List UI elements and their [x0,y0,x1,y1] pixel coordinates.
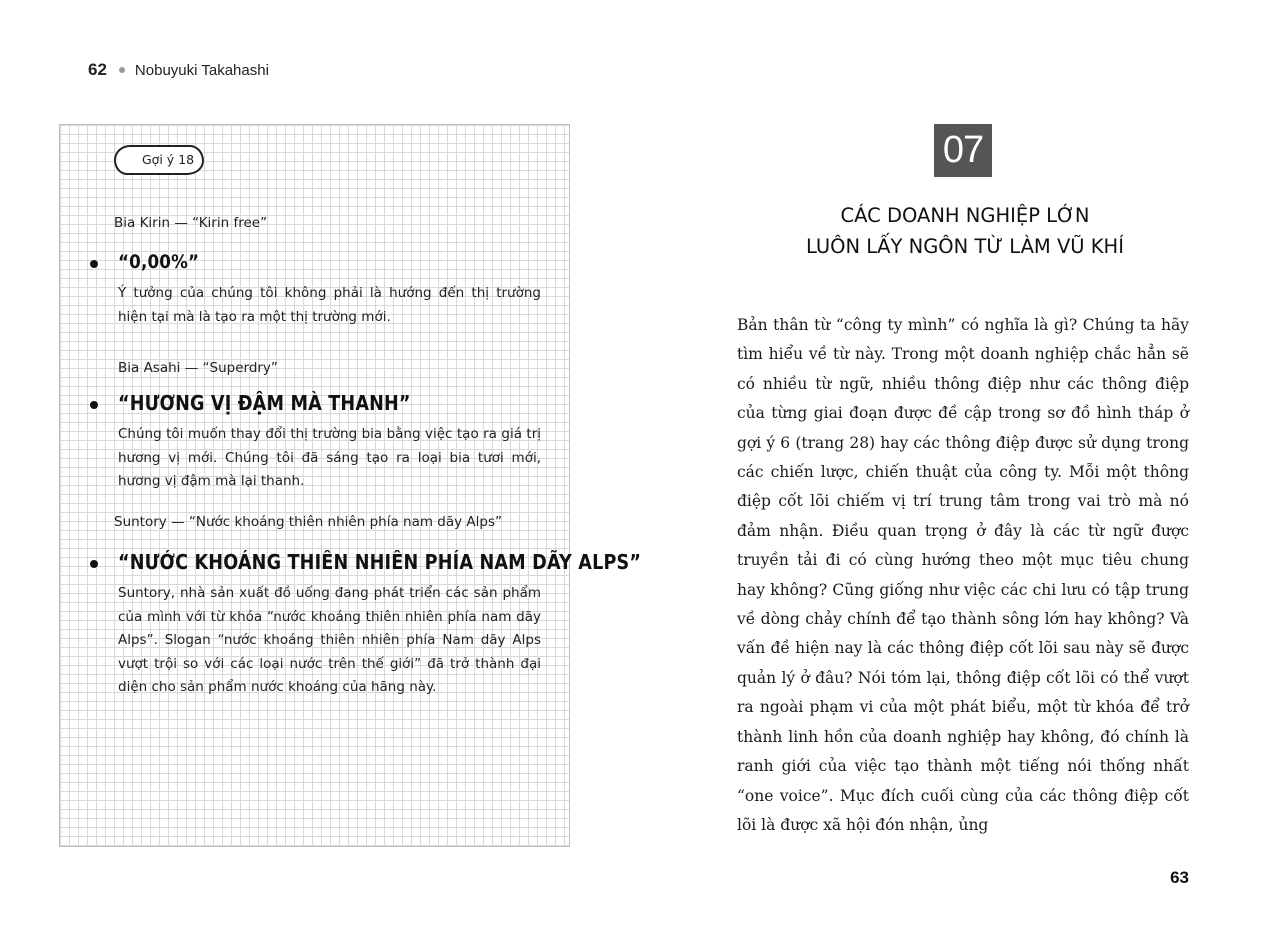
example-source-kirin: Bia Kirin — “Kirin free” [114,215,268,231]
body-paragraph: Bản thân từ “công ty mình” có nghĩa là gì? Chúng ta hãy tìm hiểu về từ này. Trong một doanh nghiệp chắc hẳn sẽ có nhiều từ ngữ, nhiều thông điệp như các thông điệp của từng giai đoạn được đề cập trong sơ đồ hình tháp ở gợi ý 6 (trang 28) hay các thông điệp được sử dụng trong các chiến lược, chiến thuật của công ty. Mỗi một thông điệp cốt lõi chiếm vị trí trung tâm trong vai trò mà nó đảm nhận. Điều quan trọng ở đây là các từ ngữ được truyền tải đi có cùng hướng theo một mục tiêu chung hay không? Cũng giống như việc các chi lưu có tập trung về dòng chảy chính để tạo thành sông lớn hay không? Và vấn đề hiện nay là các thông điệp cốt lõi sau này sẽ được quản lý ở đâu? Nói tóm lại, thông điệp cốt lõi có thể vượt ra ngoài phạm vi của một phát biểu, một từ khóa để trở thành linh hồn của doanh nghiệp hay không, đó chính là ranh giới của việc tạo thành một tiếng nói thống nhất “one voice”. Mục đích cuối cùng của các thông điệp cốt lõi là được xã hội đón nhận, ủng [737,316,1189,834]
bullet-icon [90,401,98,409]
left-page-header [88,60,269,80]
tip-badge: Gợi ý 18 [114,145,204,175]
right-page-number: 63 [1170,868,1189,887]
author-name: Nobuyuki Takahashi [134,61,269,79]
example-heading-kirin: “0,00%” [118,251,200,273]
example-description-suntory: Suntory, nhà sản xuất đồ uống đang phát triển các sản phẩm của mình với từ khóa “nước khoáng thiên nhiên phía nam dãy Alps”. Slogan “nước khoáng thiên nhiên phía Nam dãy Alps vượt trội so với các loại nước trên thế giới” đã trở thành đại diện cho sản phẩm nước khoáng của hãng này. [118,585,541,695]
bullet-icon [90,260,98,268]
example-source-suntory: Suntory — “Nước khoáng thiên nhiên phía nam dãy Alps” [114,514,502,530]
example-heading-suntory: “NƯỚC KHOÁNG THIÊN NHIÊN PHÍA NAM DÃY ALPS” [118,550,642,574]
example-heading-asahi: “HƯƠNG VỊ ĐẬM MÀ THANH” [118,391,411,415]
example-description-kirin: Ý tưởng của chúng tôi không phải là hướng đến thị trường hiện tại mà là tạo ra một thị trường mới. [118,285,541,325]
example-description-asahi: Chúng tôi muốn thay đổi thị trường bia bằng việc tạo ra giá trị hương vị mới. Chúng tôi đã sáng tạo ra loại bia tươi mới, hương vị đậm mà lại thanh. [118,426,541,489]
chapter-number-box: 07 [934,124,992,177]
chapter-title-line-2: LUÔN LẤY NGÔN TỪ LÀM VŨ KHÍ [806,235,1124,258]
bullet-separator-icon [119,67,125,73]
grid-paper-panel [59,124,642,847]
bullet-icon [90,560,98,568]
chapter-title-line-1: CÁC DOANH NGHIỆP LỚN [840,204,1090,227]
chapter-title [715,200,1215,262]
example-source-asahi: Bia Asahi — “Superdry” [118,360,278,376]
left-page-number: 62 [88,60,107,79]
